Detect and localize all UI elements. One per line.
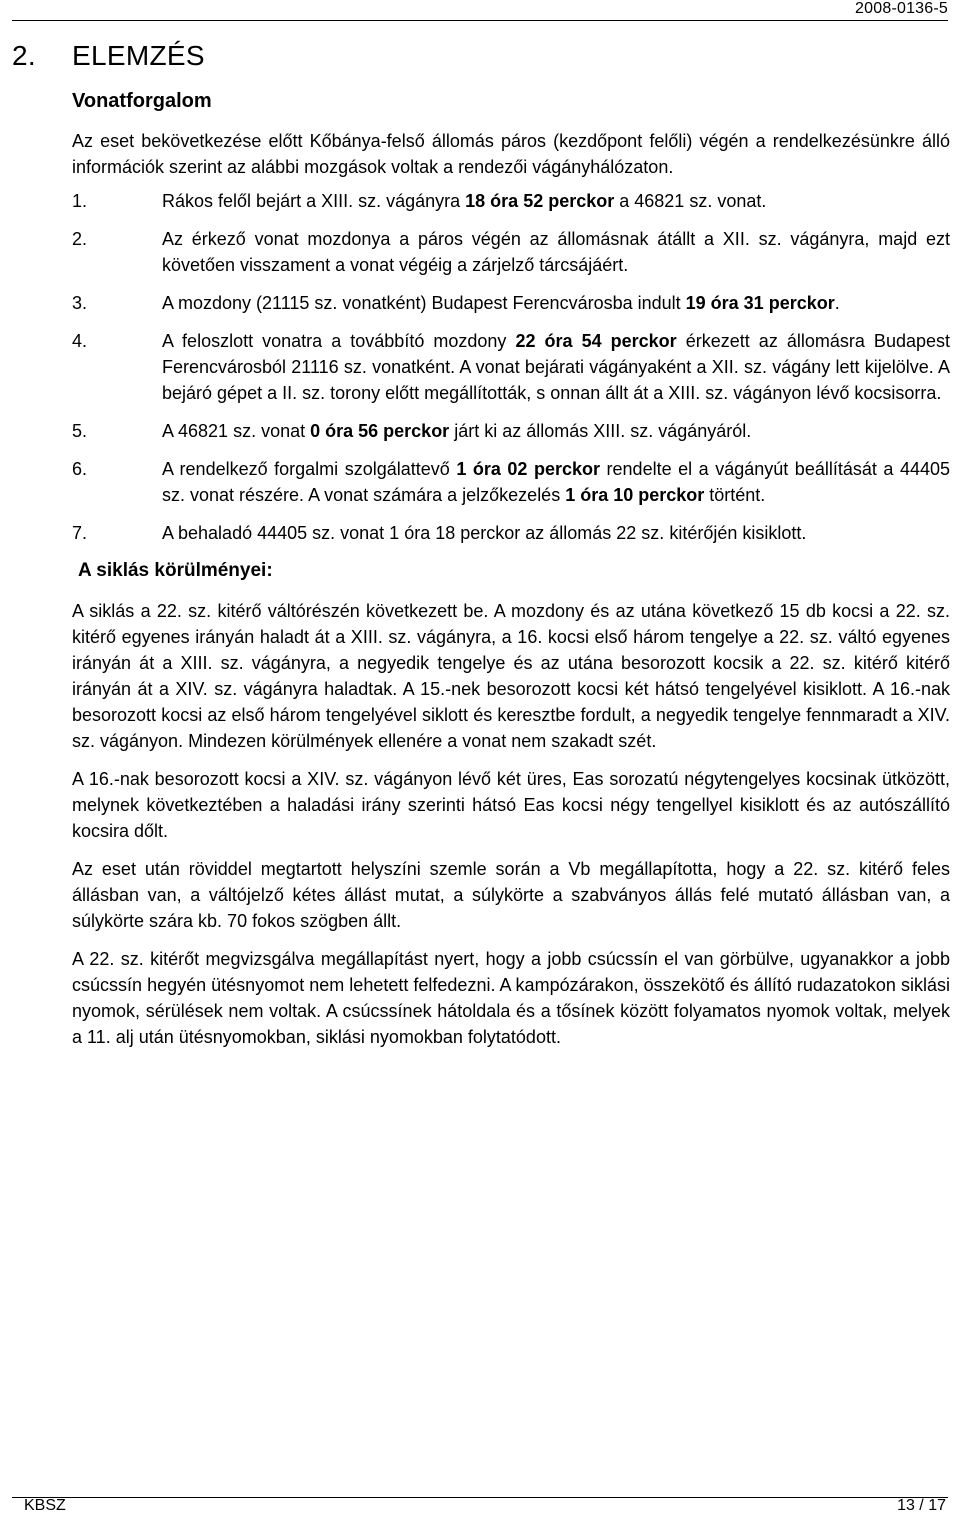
event-item <box>72 290 950 316</box>
paragraph: A 22. sz. kitérőt megvizsgálva megállapítást nyert, hogy a jobb csúcssín el van görbülve, ugyanakkor a jobb csúcssín hegyén ütésnyomot nem lehetett felfedezni. A kampózárakon, összekötő és állító rudazatokon siklási nyomok, sérülések nem voltak. A csúcssínek hátoldala és a tősínek között folyamatos nyomok voltak, melyek a 11. alj után ütésnyomokban, siklási nyomokban folytatódott. <box>72 949 950 1047</box>
section-title-text: ELEMZÉS <box>72 40 205 71</box>
event-text-run: járt ki az állomás XIII. sz. vágányáról. <box>449 421 752 441</box>
events-list <box>72 188 950 546</box>
event-text <box>162 421 751 441</box>
event-number: 4. <box>72 331 88 351</box>
event-text <box>162 331 950 403</box>
event-text <box>162 459 950 505</box>
footer-org: KBSZ <box>24 1497 66 1514</box>
footer-rule <box>12 1497 948 1498</box>
event-text-run: A rendelkező forgalmi szolgálattevő <box>162 459 457 479</box>
event-text-run: Az érkező vonat mozdonya a páros végén az állomásnak átállt a XII. sz. vágányra, majd ezt követően visszament a vonat végéig a zárjelző tárcsájáért. <box>162 229 950 275</box>
event-time: 1 óra 02 perckor <box>456 459 600 479</box>
event-text-run: történt. <box>704 485 766 505</box>
event-time: 19 óra 31 perckor <box>685 293 835 313</box>
event-text-run: érkezett az állomásra Budapest Ferencvárosból 21116 sz. vonatként. A vonat bejárati vágányaként a XII. sz. vágány lett kijelölve. A bejáró gépet a II. sz. torony előtt megállították, s onnan állt át a XIII. sz. vágányon lévő kocsisorra. <box>162 331 950 403</box>
event-number: 1. <box>72 191 88 211</box>
event-time: 0 óra 56 perckor <box>310 421 450 441</box>
event-text-run: A mozdony (21115 sz. vonatként) Budapest Ferencvárosba indult <box>162 293 686 313</box>
event-text-run: A feloszlott vonatra a továbbító mozdony <box>162 331 516 351</box>
event-text-run: A behaladó 44405 sz. vonat 1 óra 18 perckor az állomás 22 sz. kitérőjén kisiklott. <box>162 523 807 543</box>
header-rule <box>12 20 948 21</box>
event-text-run: Rákos felől bejárt a XIII. sz. vágányra <box>162 191 466 211</box>
paragraph: A 16.-nak besorozott kocsi a XIV. sz. vágányon lévő két üres, Eas sorozatú négytengelyes kocsinak ütközött, melynek következtében a haladási irány szerinti hátsó Eas kocsi négy tengellyel kisiklott és az autószállító kocsira dőlt. <box>72 769 950 841</box>
event-item <box>72 188 950 214</box>
event-text <box>162 229 950 275</box>
event-text <box>162 293 840 313</box>
event-time: 18 óra 52 perckor <box>465 191 615 211</box>
paragraph: A siklás a 22. sz. kitérő váltórészén következett be. A mozdony és az utána következő 15 db kocsi a 22. sz. kitérő egyenes irányán haladt át a XIII. sz. vágányra, a 16. kocsi első három tengelye a 22. sz. váltó egyenes irányán át a XIII. sz. vágányra, a negyedik tengelye és az utána besorozott kocsik a 22. sz. kitérő kitérő irányán át a XIV. sz. vágányra haladtak. A 15.-nek besorozott kocsi két hátsó tengelyével kisiklott. A 16.-nak besorozott kocsi az első három tengelyével siklott és keresztbe fordult, a negyedik tengelye fennmaradt a XIV. sz. vágányon. Mindezen körülmények ellenére a vonat nem szakadt szét. <box>72 601 950 751</box>
circumstances-heading: A siklás körülményei: <box>78 560 273 581</box>
event-text <box>162 523 806 543</box>
event-number: 7. <box>72 523 88 543</box>
event-number: 2. <box>72 229 88 249</box>
event-text-run: A 46821 sz. vonat <box>162 421 311 441</box>
event-text-run: rendelte el a vágányút beállítását a 44405 sz. vonat részére. A vonat számára a jelzőkezelés <box>162 459 950 505</box>
intro-paragraph: Az eset bekövetkezése előtt Kőbánya-felső állomás páros (kezdőpont felőli) végén a rendelkezésünkre álló információk szerint az alábbi mozgások voltak a rendezői vágányhálózaton. <box>72 131 950 177</box>
paragraph: Az eset után röviddel megtartott helyszíni szemle során a Vb megállapította, hogy a 22. sz. kitérő feles állásban van, a váltójelző kétes állást mutat, a súlykörte a szabványos állás felé mutató állásban van, a súlykörte szára kb. 70 fokos szögben állt. <box>72 859 950 931</box>
content <box>72 128 950 1062</box>
section-number: 2. <box>12 40 36 71</box>
section-title <box>12 40 205 72</box>
footer-page-number: 13 / 17 <box>897 1497 946 1514</box>
event-item <box>72 328 950 406</box>
event-text <box>162 191 766 211</box>
document-id: 2008-0136-5 <box>855 0 948 17</box>
event-item <box>72 520 950 546</box>
section-subtitle: Vonatforgalom <box>72 90 212 112</box>
event-time: 22 óra 54 perckor <box>515 331 677 351</box>
event-number: 3. <box>72 293 88 313</box>
event-time: 1 óra 10 perckor <box>565 485 705 505</box>
event-item <box>72 226 950 278</box>
event-number: 5. <box>72 421 88 441</box>
event-item <box>72 456 950 508</box>
event-text-run: a 46821 sz. vonat. <box>614 191 767 211</box>
event-item <box>72 418 950 444</box>
event-number: 6. <box>72 459 88 479</box>
event-text-run: . <box>834 293 840 313</box>
